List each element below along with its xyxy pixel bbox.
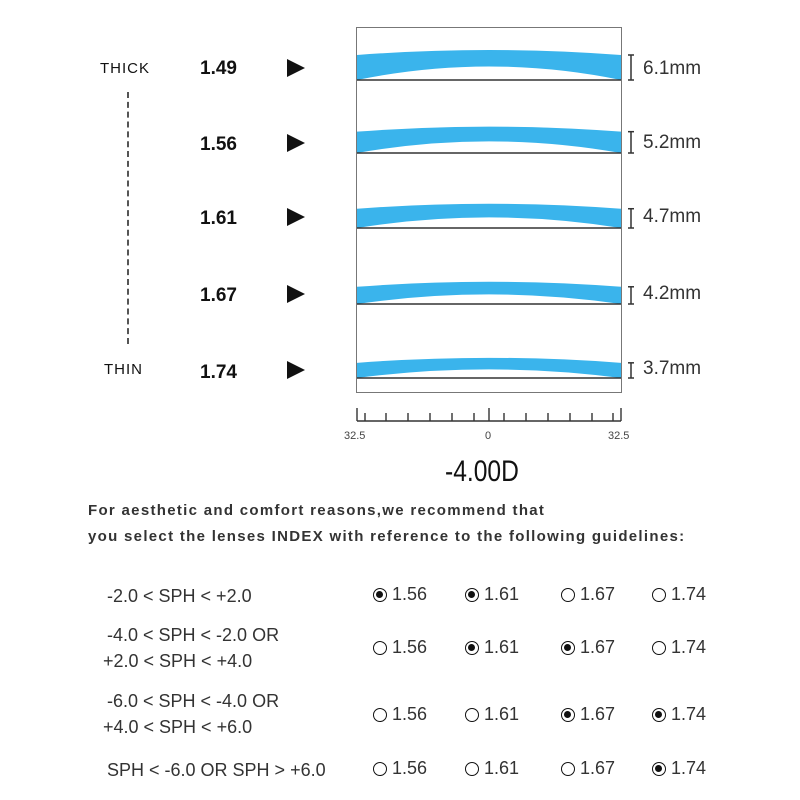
lens-index-label: 1.67 bbox=[200, 285, 237, 306]
lens-profile bbox=[357, 50, 621, 80]
scale-label-right: 32.5 bbox=[608, 430, 630, 442]
radio-selected-icon[interactable] bbox=[465, 641, 479, 655]
radio-selected-icon[interactable] bbox=[652, 708, 666, 722]
index-option[interactable] bbox=[373, 758, 427, 779]
index-option-label: 1.67 bbox=[580, 758, 616, 778]
index-option-label: 1.74 bbox=[671, 637, 707, 657]
radio-empty-icon[interactable] bbox=[652, 588, 666, 602]
index-option[interactable] bbox=[561, 704, 615, 725]
index-option[interactable] bbox=[373, 584, 427, 605]
sph-range: -2.0 < SPH < +2.0 bbox=[107, 586, 252, 606]
radio-selected-icon[interactable] bbox=[561, 708, 575, 722]
sph-range: -6.0 < SPH < -4.0 OR +4.0 < SPH < +6.0 bbox=[103, 691, 280, 737]
index-option[interactable] bbox=[373, 704, 427, 725]
index-option[interactable] bbox=[652, 637, 706, 658]
radio-selected-icon[interactable] bbox=[373, 588, 387, 602]
radio-empty-icon[interactable] bbox=[465, 708, 479, 722]
index-option-label: 1.74 bbox=[671, 584, 707, 604]
index-option-label: 1.67 bbox=[580, 584, 616, 604]
lens-index-label: 1.49 bbox=[200, 58, 237, 79]
lens-profile bbox=[357, 204, 621, 228]
lens-thickness-label: 5.2mm bbox=[643, 132, 702, 153]
index-option-label: 1.61 bbox=[484, 758, 520, 778]
index-option-label: 1.56 bbox=[392, 637, 428, 657]
sph-range: -4.0 < SPH < -2.0 OR +2.0 < SPH < +4.0 bbox=[103, 625, 280, 671]
lens-profile bbox=[357, 358, 621, 378]
lens-thickness-label: 4.2mm bbox=[643, 283, 702, 304]
index-option[interactable] bbox=[561, 637, 615, 658]
radio-selected-icon[interactable] bbox=[465, 588, 479, 602]
index-option[interactable] bbox=[465, 704, 519, 725]
radio-empty-icon[interactable] bbox=[561, 588, 575, 602]
sph-range: SPH < -6.0 OR SPH > +6.0 bbox=[107, 760, 326, 780]
lens-thickness-label: 6.1mm bbox=[643, 58, 702, 79]
recommendation-note-line-2: you select the lenses INDEX with reference to the following guidelines: bbox=[88, 528, 686, 545]
radio-selected-icon[interactable] bbox=[561, 641, 575, 655]
radio-empty-icon[interactable] bbox=[373, 641, 387, 655]
index-option-label: 1.74 bbox=[671, 704, 707, 724]
lens-thickness-label: 3.7mm bbox=[643, 358, 702, 379]
radio-selected-icon[interactable] bbox=[652, 762, 666, 776]
lens-profile bbox=[357, 282, 621, 304]
lens-index-label: 1.56 bbox=[200, 134, 237, 155]
index-option[interactable] bbox=[652, 584, 706, 605]
radio-empty-icon[interactable] bbox=[373, 762, 387, 776]
thick-label: THICK bbox=[100, 60, 150, 77]
index-option[interactable] bbox=[465, 758, 519, 779]
index-option[interactable] bbox=[373, 637, 427, 658]
index-option-label: 1.56 bbox=[392, 758, 428, 778]
thin-label: THIN bbox=[104, 361, 143, 378]
index-option-label: 1.61 bbox=[484, 704, 520, 724]
index-option[interactable] bbox=[561, 758, 615, 779]
recommendation-note-line-1: For aesthetic and comfort reasons,we recommend that bbox=[88, 502, 546, 519]
index-option-label: 1.67 bbox=[580, 704, 616, 724]
lens-index-label: 1.61 bbox=[200, 208, 237, 229]
scale-label-center: 0 bbox=[485, 430, 492, 442]
lens-thickness-label: 4.7mm bbox=[643, 206, 702, 227]
scale-label-left: 32.5 bbox=[344, 430, 366, 442]
index-option[interactable] bbox=[465, 584, 519, 605]
index-option[interactable] bbox=[465, 637, 519, 658]
index-option-label: 1.74 bbox=[671, 758, 707, 778]
lens-index-label: 1.74 bbox=[200, 362, 237, 383]
index-option-label: 1.61 bbox=[484, 584, 520, 604]
index-option[interactable] bbox=[561, 584, 615, 605]
radio-empty-icon[interactable] bbox=[373, 708, 387, 722]
index-option[interactable] bbox=[652, 704, 706, 725]
index-option-label: 1.67 bbox=[580, 637, 616, 657]
index-option[interactable] bbox=[652, 758, 706, 779]
radio-empty-icon[interactable] bbox=[652, 641, 666, 655]
radio-empty-icon[interactable] bbox=[561, 762, 575, 776]
index-option-label: 1.56 bbox=[392, 584, 428, 604]
index-option-label: 1.61 bbox=[484, 637, 520, 657]
radio-empty-icon[interactable] bbox=[465, 762, 479, 776]
lens-power-label: -4.00D bbox=[445, 455, 519, 488]
index-option-label: 1.56 bbox=[392, 704, 428, 724]
lens-profile bbox=[357, 127, 621, 153]
